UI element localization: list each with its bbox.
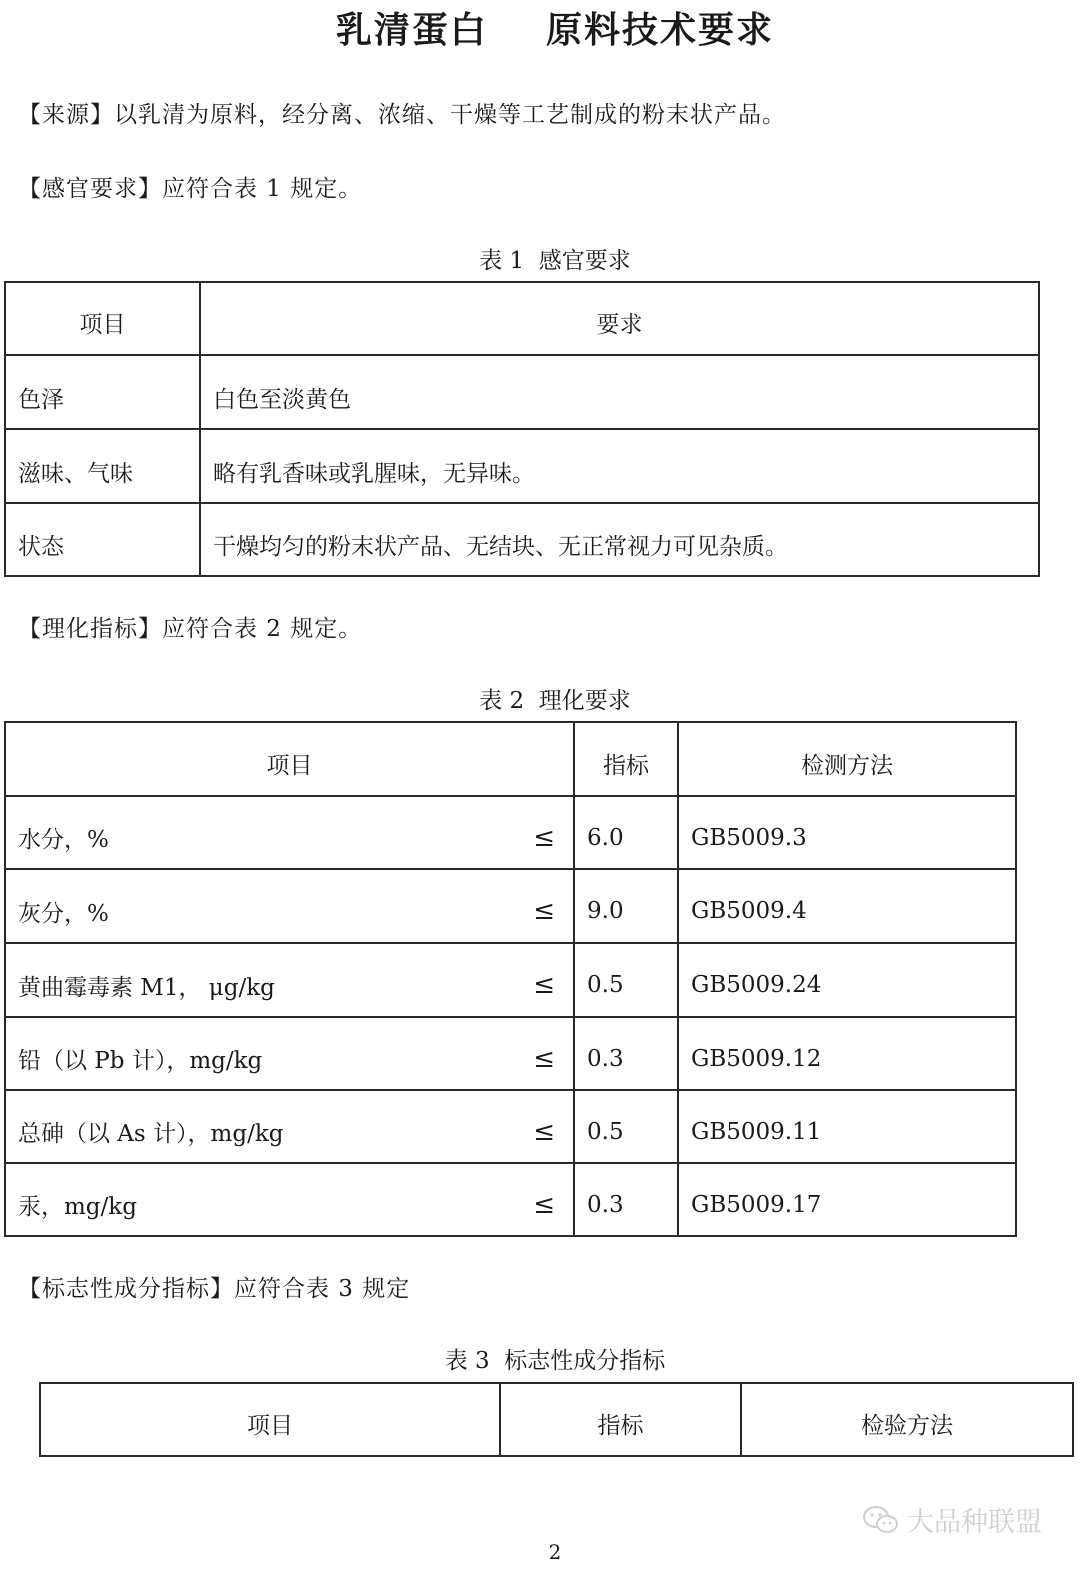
table-header-row <box>5 722 1016 796</box>
marker-table <box>39 1382 1074 1457</box>
physchem-table <box>4 721 1017 1237</box>
table-row <box>5 355 1039 429</box>
less-equal-sign: ≤ <box>533 822 555 853</box>
table-cell-requirement: 白色至淡黄色 <box>200 355 1039 429</box>
table2-caption: 表 2 理化要求 <box>479 688 631 714</box>
table-cell-method: GB5009.11 <box>678 1090 1016 1163</box>
item-label: 灰分，% <box>18 900 109 927</box>
table-header-cell: 项目 <box>5 722 574 796</box>
wechat-icon <box>861 1504 901 1536</box>
table-cell-method: GB5009.17 <box>678 1163 1016 1236</box>
table-cell-item <box>5 943 574 1017</box>
table-row <box>5 1017 1016 1090</box>
watermark <box>861 1500 1042 1539</box>
less-equal-sign: ≤ <box>533 896 555 926</box>
item-label: 汞，mg/kg <box>18 1194 137 1220</box>
table-cell-item <box>5 1163 574 1236</box>
table-cell-method: GB5009.4 <box>678 869 1016 943</box>
watermark-text: 大品种联盟 <box>907 1507 1042 1538</box>
page-number: 2 <box>548 1540 562 1564</box>
less-equal-sign: ≤ <box>533 970 555 1000</box>
table-header-row <box>5 282 1039 355</box>
source-paragraph: 【来源】以乳清为原料，经分离、浓缩、干燥等工艺制成的粉末状产品。 <box>18 102 786 128</box>
table-header-cell: 检测方法 <box>678 722 1016 796</box>
table-cell-requirement: 略有乳香味或乳腥味，无异味。 <box>200 429 1039 503</box>
table-header-cell: 检验方法 <box>741 1383 1073 1456</box>
table3-caption: 表 3 标志性成分指标 <box>444 1348 666 1374</box>
table-row <box>5 796 1016 869</box>
table-cell-item <box>5 869 574 943</box>
table-row <box>5 503 1039 576</box>
sensory-intro: 【感官要求】应符合表 1 规定。 <box>18 176 363 202</box>
table-cell-item: 滋味、气味 <box>5 429 200 503</box>
physchem-intro: 【理化指标】应符合表 2 规定。 <box>18 616 363 642</box>
table-header-cell: 指标 <box>574 722 678 796</box>
table-cell-method: GB5009.24 <box>678 943 1016 1017</box>
marker-intro: 【标志性成分指标】应符合表 3 规定 <box>18 1276 411 1302</box>
item-label: 水分，% <box>18 827 109 853</box>
table-cell-item <box>5 1090 574 1163</box>
table-row <box>5 869 1016 943</box>
table-cell-value: 9.0 <box>574 869 678 943</box>
less-equal-sign: ≤ <box>533 1043 555 1074</box>
table-header-cell: 要求 <box>200 282 1039 355</box>
table-cell-item <box>5 796 574 869</box>
item-label: 铅（以 Pb 计），mg/kg <box>18 1048 263 1074</box>
table-cell-method: GB5009.3 <box>678 796 1016 869</box>
table-header-cell: 项目 <box>5 282 200 355</box>
item-label: 黄曲霉毒素 M1， μg/kg <box>18 974 275 1001</box>
less-equal-sign: ≤ <box>533 1116 555 1147</box>
table1-caption: 表 1 感官要求 <box>479 248 631 274</box>
table-cell-value: 6.0 <box>574 796 678 869</box>
less-equal-sign: ≤ <box>533 1189 555 1220</box>
item-label: 总砷（以 As 计），mg/kg <box>18 1121 284 1147</box>
table-cell-method: GB5009.12 <box>678 1017 1016 1090</box>
document-title: 乳清蛋白 原料技术要求 <box>335 10 775 51</box>
table-cell-item <box>5 1017 574 1090</box>
table-header-cell: 指标 <box>500 1383 741 1456</box>
sensory-table <box>4 281 1040 577</box>
table-cell-requirement: 干燥均匀的粉末状产品、无结块、无正常视力可见杂质。 <box>200 503 1039 576</box>
table-header-cell: 项目 <box>40 1383 500 1456</box>
table-row <box>5 1163 1016 1236</box>
table-cell-item: 色泽 <box>5 355 200 429</box>
table-row <box>5 1090 1016 1163</box>
table-cell-value: 0.5 <box>574 1090 678 1163</box>
table-cell-value: 0.3 <box>574 1163 678 1236</box>
table-cell-item: 状态 <box>5 503 200 576</box>
table-cell-value: 0.5 <box>574 943 678 1017</box>
table-cell-value: 0.3 <box>574 1017 678 1090</box>
table-row <box>5 429 1039 503</box>
table-header-row <box>40 1383 1073 1456</box>
table-row <box>5 943 1016 1017</box>
